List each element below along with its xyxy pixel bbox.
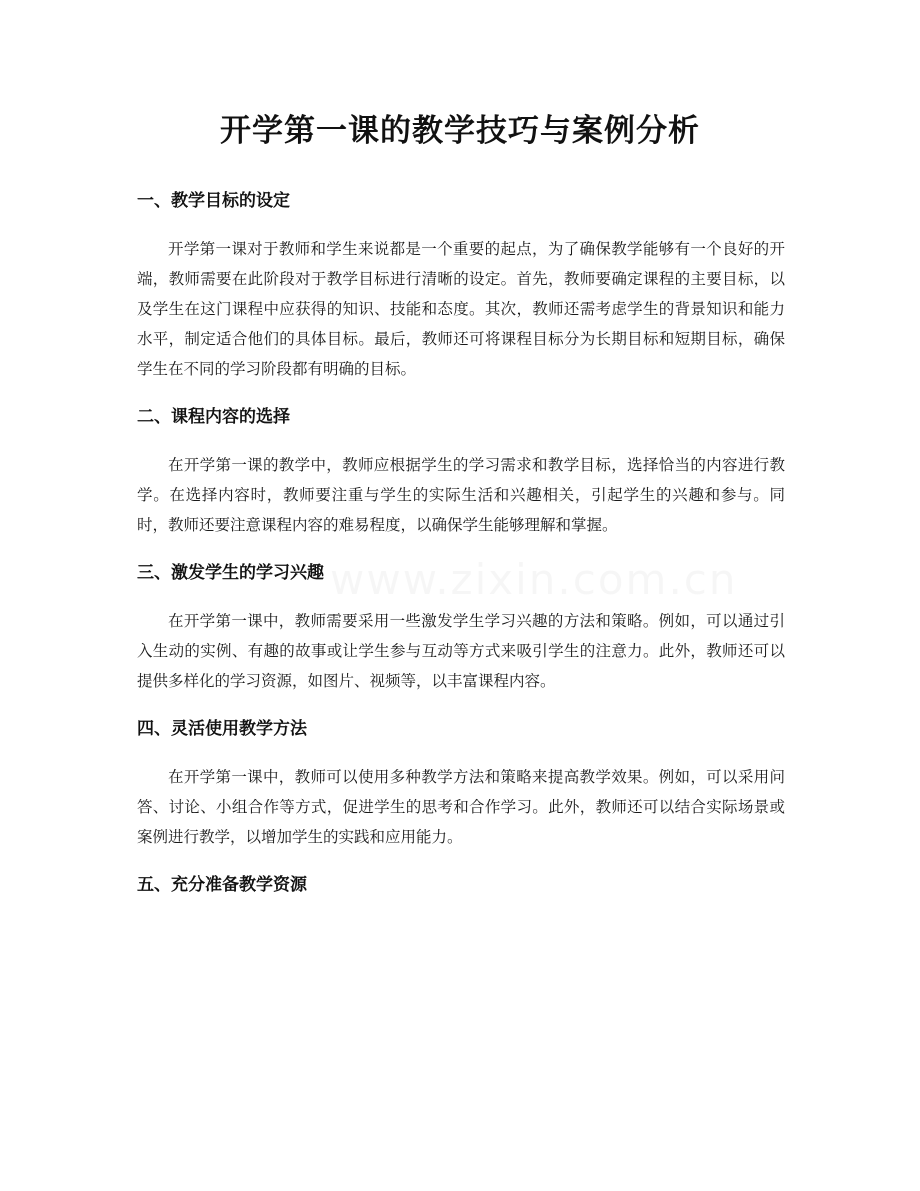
section-paragraph: 在开学第一课的教学中，教师应根据学生的学习需求和教学目标，选择恰当的内容进行教学。在选择内容时，教师要注重与学生的实际生活和兴趣相关，引起学生的兴趣和参与。同时，教师还要注意课程内容的难易程度，以确保学生能够理解和掌握。 (137, 456, 785, 534)
section-student-interest (137, 556, 785, 696)
section-paragraph: 在开学第一课中，教师需要采用一些激发学生学习兴趣的方法和策略。例如，可以通过引入生动的实例、有趣的故事或让学生参与互动等方式来吸引学生的注意力。此外，教师还可以提供多样化的学习资源，如图片、视频等，以丰富课程内容。 (137, 612, 785, 690)
section-paragraph: 在开学第一课中，教师可以使用多种教学方法和策略来提高教学效果。例如，可以采用问答、讨论、小组合作等方式，促进学生的思考和合作学习。此外，教师还可以结合实际场景或案例进行教学，以增加学生的实践和应用能力。 (137, 768, 785, 846)
section-teaching-methods (137, 712, 785, 852)
section-heading: 四、灵活使用教学方法 (137, 719, 307, 739)
document-title: 开学第一课的教学技巧与案例分析 (220, 113, 700, 149)
section-course-content (137, 400, 785, 540)
section-paragraph: 开学第一课对于教师和学生来说都是一个重要的起点，为了确保教学能够有一个良好的开端，教师需要在此阶段对于教学目标进行清晰的设定。首先，教师要确定课程的主要目标，以及学生在这门课程中应获得的知识、技能和态度。其次，教师还需考虑学生的背景知识和能力水平，制定适合他们的具体目标。最后，教师还可将课程目标分为长期目标和短期目标，确保学生在不同的学习阶段都有明确的目标。 (137, 240, 785, 378)
section-heading: 五、充分准备教学资源 (137, 875, 307, 895)
section-heading: 一、教学目标的设定 (137, 191, 290, 211)
document-body (137, 184, 785, 918)
section-heading: 二、课程内容的选择 (137, 407, 290, 427)
section-teaching-goals (137, 184, 785, 384)
section-heading: 三、激发学生的学习兴趣 (137, 563, 324, 583)
section-teaching-resources (137, 868, 785, 902)
